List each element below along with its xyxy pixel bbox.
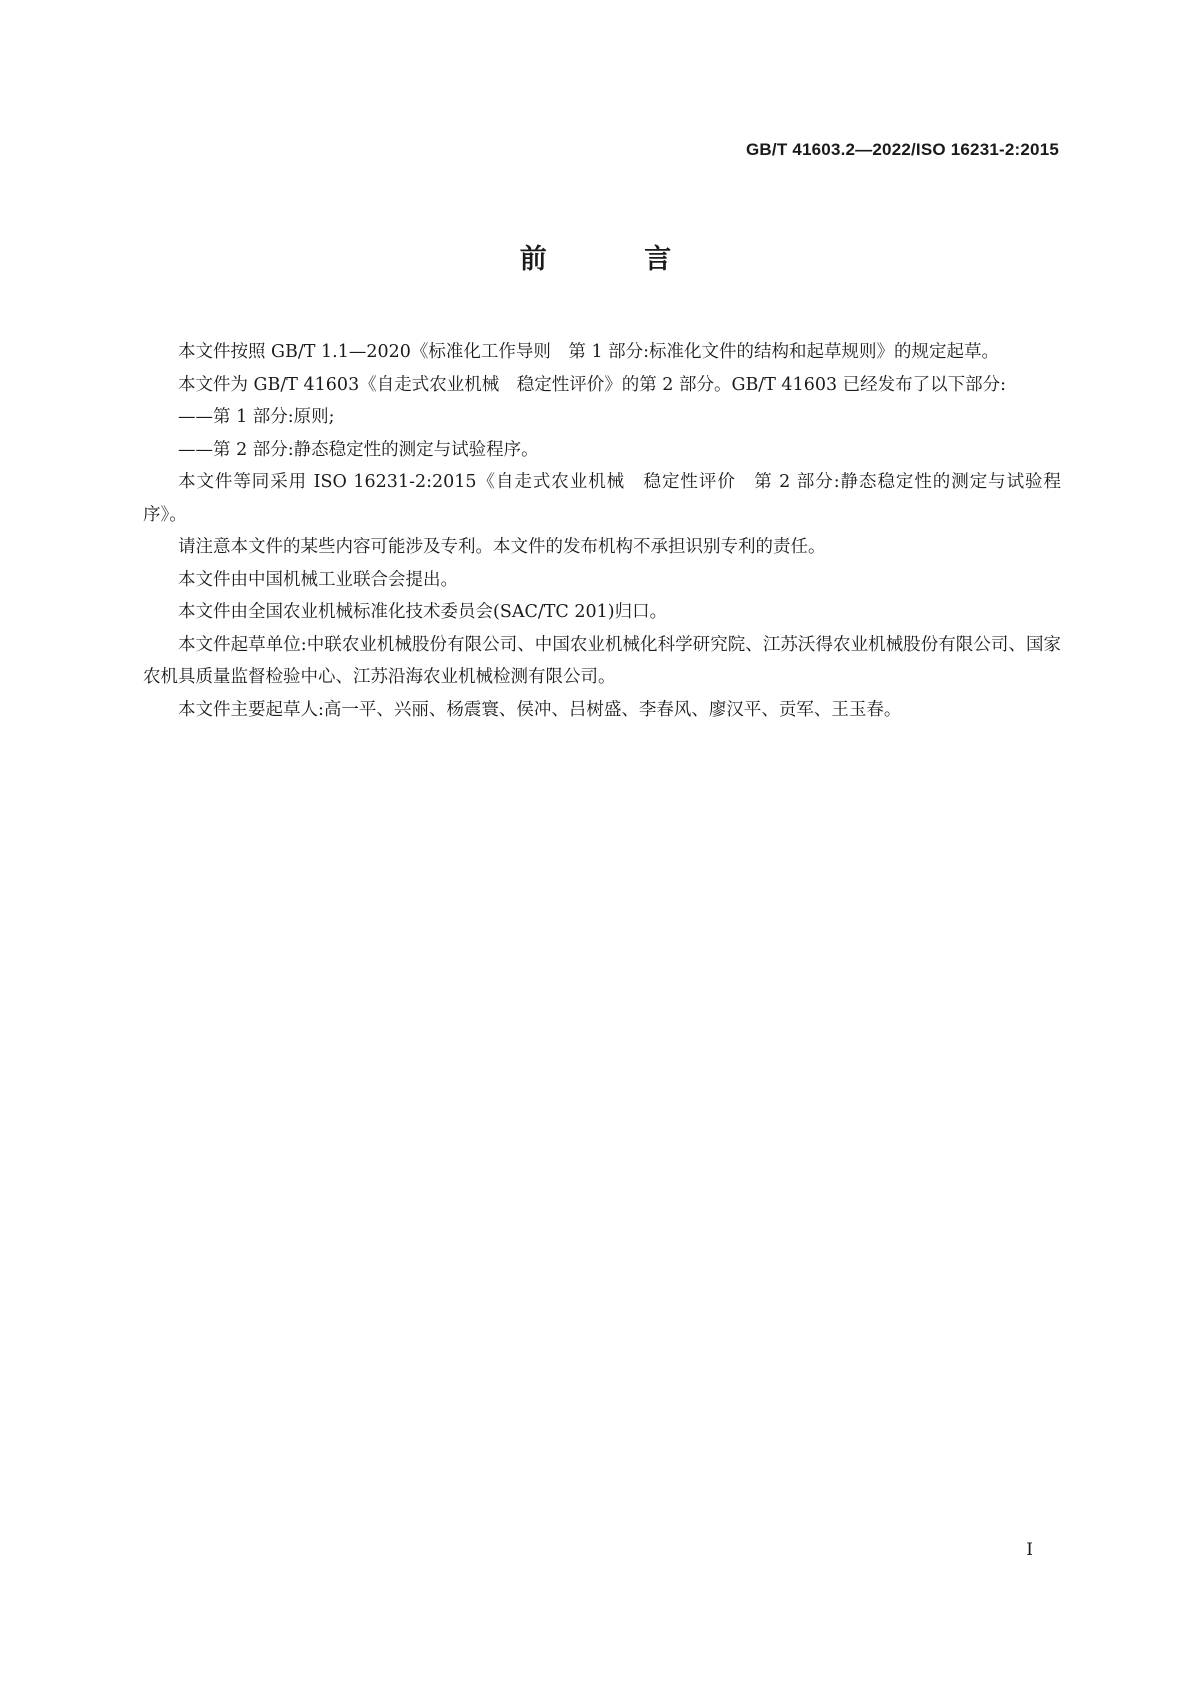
paragraph-series-intro: 本文件为 GB/T 41603《自走式农业机械 稳定性评价》的第 2 部分。GB/T 41603 已经发布了以下部分: xyxy=(178,374,1007,395)
document-body xyxy=(143,336,1061,726)
paragraph-drafting-rules: 本文件按照 GB/T 1.1—2020《标准化工作导则 第 1 部分:标准化文件的结构和起草规则》的规定起草。 xyxy=(178,342,1000,362)
list-item-part-1: ——第 1 部分:原则; xyxy=(178,407,335,427)
paragraph-patent-notice: 请注意本文件的某些内容可能涉及专利。本文件的发布机构不承担识别专利的责任。 xyxy=(178,537,826,557)
paragraph-committee: 本文件由全国农业机械标准化技术委员会(SAC/TC 201)归口。 xyxy=(178,602,668,622)
standard-code: GB/T 41603.2—2022/ISO 16231-2:2015 xyxy=(746,140,1059,159)
paragraph-proposer: 本文件由中国机械工业联合会提出。 xyxy=(178,569,458,590)
paragraph-iso-adoption: 本文件等同采用 ISO 16231-2:2015《自走式农业机械 稳定性评价 第 2 部分:静态稳定性的测定与试验程序》。 xyxy=(143,472,1061,525)
list-item-part-2: ——第 2 部分:静态稳定性的测定与试验程序。 xyxy=(178,439,539,460)
page-title: 前 言 xyxy=(519,244,716,275)
paragraph-drafters: 本文件主要起草人:高一平、兴丽、杨震寰、侯冲、吕树盛、李春风、廖汉平、贡军、王玉春。 xyxy=(178,699,902,720)
page-number: I xyxy=(1026,1540,1033,1560)
paragraph-drafting-units: 本文件起草单位:中联农业机械股份有限公司、中国农业机械化科学研究院、江苏沃得农业机械股份有限公司、国家农机具质量监督检验中心、江苏沿海农业机械检测有限公司。 xyxy=(143,634,1061,687)
